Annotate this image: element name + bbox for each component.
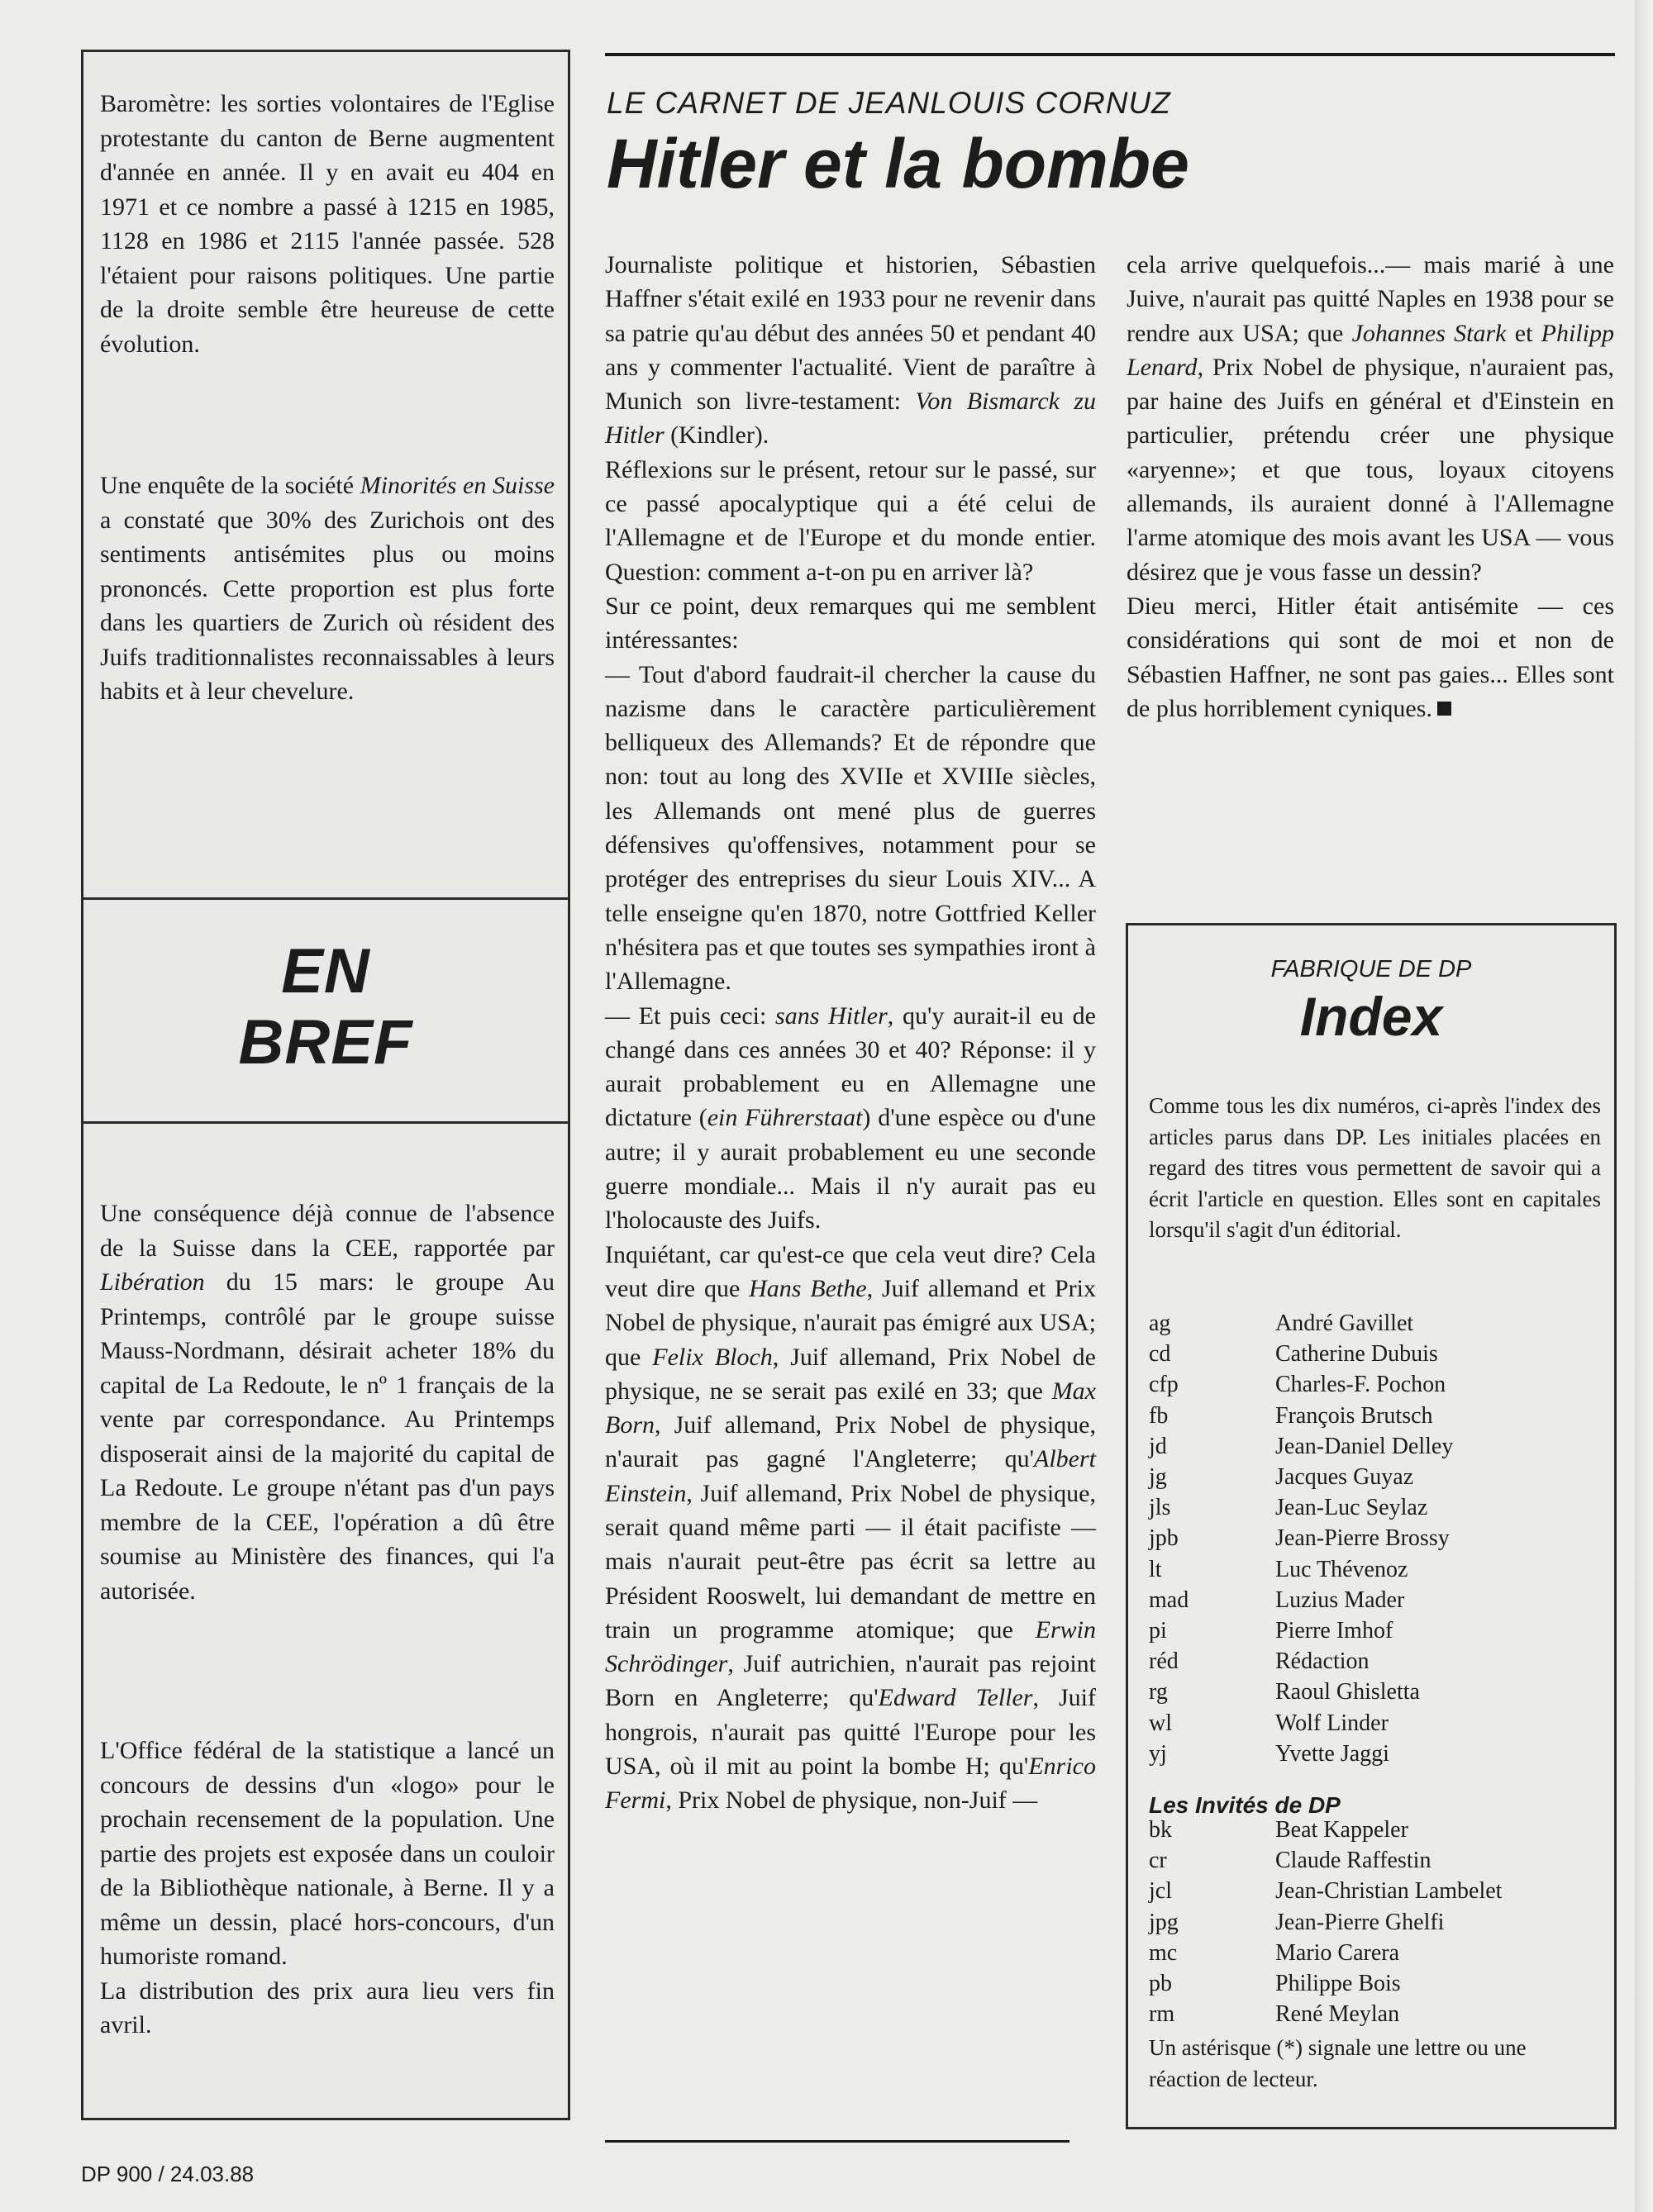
article-paragraph: Réflexions sur le présent, retour sur le passé, sur ce passé apocalyptique qui a été celui de l'Allemagne et de l'Europe et du monde entier. Question: comment a-t-on pu en arriver là?: [605, 455, 1096, 586]
author-initials: réd: [1149, 1648, 1179, 1675]
index-kicker: FABRIQUE DE DP: [1270, 956, 1472, 982]
scientist-name: Erwin Schrödinger: [605, 1615, 1096, 1678]
top-rule: [605, 53, 1615, 56]
bottom-rule: [605, 2140, 1069, 2143]
author-initials: jpb: [1149, 1525, 1179, 1552]
index-row: [1149, 1708, 1601, 1739]
brief-text: [100, 469, 555, 709]
author-name: Catherine Dubuis: [1275, 1341, 1438, 1368]
article-paragraph: [605, 248, 1096, 453]
index-row: [1149, 1401, 1601, 1431]
article-paragraph: [1127, 589, 1614, 725]
author-name: Wolf Linder: [1275, 1710, 1389, 1736]
index-row: [1149, 1968, 1601, 1999]
text-italic: ein Führerstaat: [707, 1104, 863, 1132]
end-of-article-mark: [1437, 702, 1451, 716]
index-row: [1149, 1677, 1601, 1707]
text-part: , Juif autrichien, n'aurait pas rejoint Born en Angleterre; qu': [605, 1650, 1096, 1712]
brief-item-logo-contest: [100, 1734, 555, 2043]
brief-text-part: a constaté que 30% des Zurichois ont des sentiments antisémites plus ou moins prononcés. Cette proportion est plus forte dans les quartiers de Zurich où résident des Juifs traditionnalistes reconnaissables à leurs habits et à leur chevelure.: [100, 506, 555, 705]
page-edge-shadow: [1635, 0, 1653, 2212]
text-part: et: [1506, 319, 1541, 347]
author-name: Philippe Bois: [1275, 1971, 1401, 1997]
index-row: [1149, 1646, 1601, 1677]
article-paragraph: [1127, 248, 1614, 589]
author-name: François Brutsch: [1275, 1402, 1433, 1429]
index-box: [1126, 923, 1617, 2129]
article-paragraph: Sur ce point, deux remarques qui me semblent intéressantes:: [605, 592, 1096, 654]
author-name: Pierre Imhof: [1275, 1618, 1393, 1644]
index-row: [1149, 1492, 1601, 1523]
author-name: Jacques Guyaz: [1275, 1464, 1414, 1491]
brief-item-la-redoute: [100, 1196, 555, 1608]
issue-footer: DP 900 / 24.03.88: [81, 2162, 255, 2186]
author-initials: cr: [1149, 1848, 1167, 1874]
scientist-name: Edward Teller: [878, 1684, 1033, 1712]
author-name: Jean-Pierre Brossy: [1275, 1525, 1450, 1552]
text-part: , Prix Nobel de physique, n'auraient pas, par haine des Juifs en général et d'Einstein en particulier, prétendu créer une physique «aryenne»; et que tous, loyaux citoyens allemands, ils auraient donné à l'Allemagne l'arme atomique des mois avant les USA — vous désirez que je vous fasse un dessin?: [1127, 353, 1614, 586]
author-name: Mario Carera: [1275, 1939, 1400, 1966]
en-bref-heading: [83, 898, 568, 1121]
text-part: , Juif hongrois, n'aurait pas quitté l'Europe pour les USA, où il mit au point la bombe H; qu': [605, 1684, 1096, 1781]
author-initials: ag: [1149, 1311, 1171, 1336]
en-bref-heading-line: EN: [281, 936, 370, 1006]
text-part: ) d'une espèce ou d'une autre; il y aurait probablement eu une seconde guerre mondiale... Mais il n'y aurait pas eu l'holocauste des Juifs.: [605, 1104, 1096, 1234]
author-initials: lt: [1149, 1556, 1162, 1582]
text-italic: sans Hitler: [775, 1001, 888, 1030]
index-footnote: Un astérisque (*) signale une lettre ou une réaction de lecteur.: [1149, 2035, 1527, 2091]
brief-text: [100, 1196, 555, 1608]
brief-item-antisemitism-survey: [100, 469, 555, 709]
author-initials: rg: [1149, 1679, 1168, 1705]
author-name: Luzius Mader: [1275, 1586, 1405, 1613]
article-title: Hitler et la bombe: [607, 125, 1189, 202]
index-row: [1149, 1876, 1601, 1906]
index-row: [1149, 1462, 1601, 1492]
author-list: [1149, 1308, 1601, 1769]
author-name: Rédaction: [1275, 1648, 1370, 1675]
index-row: [1149, 1585, 1601, 1615]
text-part: , Prix Nobel de physique, non-Juif —: [665, 1786, 1038, 1815]
brief-text: La distribution des prix aura lieu vers fin avril.: [100, 1977, 555, 2038]
author-name: Raoul Ghisletta: [1275, 1679, 1420, 1705]
text-part: , Juif allemand, Prix Nobel de physique, ne se serait pas exilé en 33; que: [605, 1343, 1096, 1405]
author-name: René Meylan: [1275, 2001, 1400, 2028]
author-initials: pb: [1149, 1971, 1172, 1997]
book-title: Von Bismarck zu Hitler: [605, 388, 1097, 450]
brief-text-italic: Minorités en Suisse: [360, 472, 555, 499]
author-name: André Gavillet: [1275, 1311, 1414, 1336]
text-part: , Juif allemand, Prix Nobel de physique, n'aurait pas gagné l'Angleterre; qu': [605, 1411, 1096, 1473]
text-part: , qu'y aurait-il eu de changé dans ces années 30 et 40? Réponse: il y aurait probablement eu en Allemagne une dictature (: [605, 1001, 1096, 1132]
en-bref-sidebar: [81, 50, 570, 2120]
index-row: [1149, 1523, 1601, 1553]
author-name: Jean-Daniel Delley: [1275, 1433, 1454, 1459]
scientist-name: Albert Einstein: [605, 1445, 1096, 1507]
guest-author-list: [1149, 1815, 1601, 2029]
author-initials: rm: [1149, 2001, 1175, 2028]
index-row: [1149, 1815, 1601, 1845]
brief-text-part: Une conséquence déjà connue de l'absence de la Suisse dans la CEE, rapportée par: [100, 1200, 555, 1262]
index-intro: Comme tous les dix numéros, ci-après l'index des articles parus dans DP. Les initiales placées en regard des titres vous permettent de savoir qui a écrit l'article en question. Elles sont en capitales lorsqu'il s'agit d'un éditorial.: [1149, 1093, 1601, 1242]
index-row: [1149, 1938, 1601, 1968]
index-row: [1149, 1369, 1601, 1400]
index-row: [1149, 1845, 1601, 1876]
scientist-name: Johannes Stark: [1351, 319, 1507, 347]
sidebar-divider: [83, 1121, 568, 1124]
author-name: Charles-F. Pochon: [1275, 1372, 1446, 1398]
author-name: Beat Kappeler: [1275, 1817, 1408, 1843]
brief-text-italic: Libération: [100, 1268, 205, 1296]
text-part: Dieu merci, Hitler était antisémite — ces considérations qui sont de moi et non de Sébastien Haffner, ne sont pas gaies... Elles sont de plus horriblement cyniques.: [1127, 592, 1614, 722]
author-name: Claude Raffestin: [1275, 1848, 1431, 1874]
author-name: Jean-Luc Seylaz: [1275, 1495, 1428, 1521]
author-initials: cfp: [1149, 1372, 1179, 1398]
author-name: Jean-Pierre Ghelfi: [1275, 1909, 1445, 1935]
scientist-name: Max Born: [605, 1377, 1096, 1439]
brief-text-part: du 15 mars: le groupe Au Printemps, contrôlé par le groupe suisse Mauss-Nordmann, désirait acheter 18% du capital de La Redoute, le nº 1 français de la vente par correspondance. Au Printemps disposerait ainsi de la majorité du capital de La Redoute. Le groupe n'étant pas d'un pays membre de la CEE, l'opération a dû être soumise au Ministère des finances, qui l'a autorisée.: [100, 1268, 555, 1605]
author-initials: jls: [1149, 1495, 1171, 1521]
index-row: [1149, 1339, 1601, 1369]
en-bref-heading-line: BREF: [238, 1007, 413, 1077]
author-initials: mad: [1149, 1586, 1189, 1613]
scientist-name: Philipp Lenard: [1127, 319, 1614, 381]
author-initials: pi: [1149, 1618, 1167, 1644]
brief-item-church-exits: [100, 87, 555, 361]
brief-text: L'Office fédéral de la statistique a lancé un concours de dessins d'un «logo» pour le prochain recensement de la population. Une partie des projets est exposée dans un couloir de la Bibliothèque nationale, à Berne. Il y a même un dessin, placé hors-concours, d'un humoriste romand.: [100, 1737, 555, 1970]
author-initials: fb: [1149, 1402, 1169, 1429]
index-row: [1149, 1431, 1601, 1462]
author-initials: jd: [1149, 1433, 1167, 1459]
text-part: , Juif allemand, Prix Nobel de physique, serait quand même parti — il était pacifiste — mais n'aurait peut-être pas écrit sa lettre au Président Rooswelt, lui demandant de mettre en train un programme atomique; que: [605, 1479, 1096, 1644]
invites-heading: Les Invités de DP: [1149, 1792, 1341, 1818]
article-column-1: [605, 248, 1096, 1818]
index-row: [1149, 1907, 1601, 1938]
text-part: , Juif allemand et Prix Nobel de physique, n'aurait pas émigré aux USA; que: [605, 1274, 1096, 1371]
text-part: (Kindler).: [664, 421, 769, 450]
index-row: [1149, 1615, 1601, 1646]
index-title: Index: [1299, 986, 1443, 1047]
author-initials: bk: [1149, 1817, 1172, 1843]
index-row: [1149, 1999, 1601, 2029]
author-name: Luc Thévenoz: [1275, 1556, 1408, 1582]
article-paragraph: [605, 999, 1096, 1238]
brief-text-part: Une enquête de la société: [100, 472, 360, 499]
article-kicker: LE CARNET DE JEANLOUIS CORNUZ: [607, 86, 1171, 120]
article-column-2: [1127, 248, 1614, 725]
author-initials: jcl: [1149, 1878, 1172, 1905]
article-paragraph: [605, 1238, 1096, 1818]
author-initials: mc: [1149, 1939, 1178, 1966]
text-part: Journaliste politique et historien, Sébastien Haffner s'était exilé en 1933 pour ne revenir dans sa patrie qu'au début des années 50 et pendant 40 ans y commenter l'actualité. Vient de paraître à Munich son livre-testament:: [605, 251, 1096, 416]
article-paragraph: — Tout d'abord faudrait-il chercher la cause du nazisme dans le caractère particulièrement belliqueux des Allemands? Et de répondre que non: tout au long des XVIIe et XVIIIe siècles, les Allemands ont mené plus de guerres défensives qu'offensives, notamment pour se protéger des entreprises du sieur Louis XIV... A telle enseigne qu'en 1870, notre Gottfried Keller n'hésitera pas et que toutes ses sympathies iront à l'Allemagne.: [605, 660, 1096, 996]
text-part: — Et puis ceci:: [605, 1001, 776, 1030]
author-name: Yvette Jaggi: [1275, 1740, 1389, 1767]
brief-text: Baromètre: les sorties volontaires de l'Eglise protestante du canton de Berne augmentent d'année en année. Il y en avait eu 404 en 1971 et ce nombre a passé à 1215 en 1985, 1128 en 1986 et 2115 l'année passée. 528 l'étaient pour raisons politiques. Une partie de la droite semble être heureuse de cette évolution.: [100, 90, 555, 358]
scientist-name: Felix Bloch: [652, 1343, 773, 1371]
author-initials: jg: [1149, 1464, 1167, 1491]
index-row: [1149, 1554, 1601, 1585]
index-row: [1149, 1308, 1601, 1339]
scientist-name: Hans Bethe: [749, 1274, 867, 1302]
author-name: Jean-Christian Lambelet: [1275, 1878, 1503, 1905]
author-initials: yj: [1149, 1740, 1167, 1767]
scientist-name: Enrico Fermi: [605, 1753, 1096, 1815]
index-row: [1149, 1739, 1601, 1769]
author-initials: jpg: [1149, 1909, 1179, 1935]
text-part: Inquiétant, car qu'est-ce que cela veut dire? Cela veut dire que: [605, 1240, 1096, 1302]
author-initials: cd: [1149, 1341, 1171, 1368]
author-initials: wl: [1149, 1710, 1172, 1736]
text-part: cela arrive quelquefois...— mais marié à une Juive, n'aurait pas quitté Naples en 1938 pour se rendre aux USA; que: [1127, 251, 1614, 347]
